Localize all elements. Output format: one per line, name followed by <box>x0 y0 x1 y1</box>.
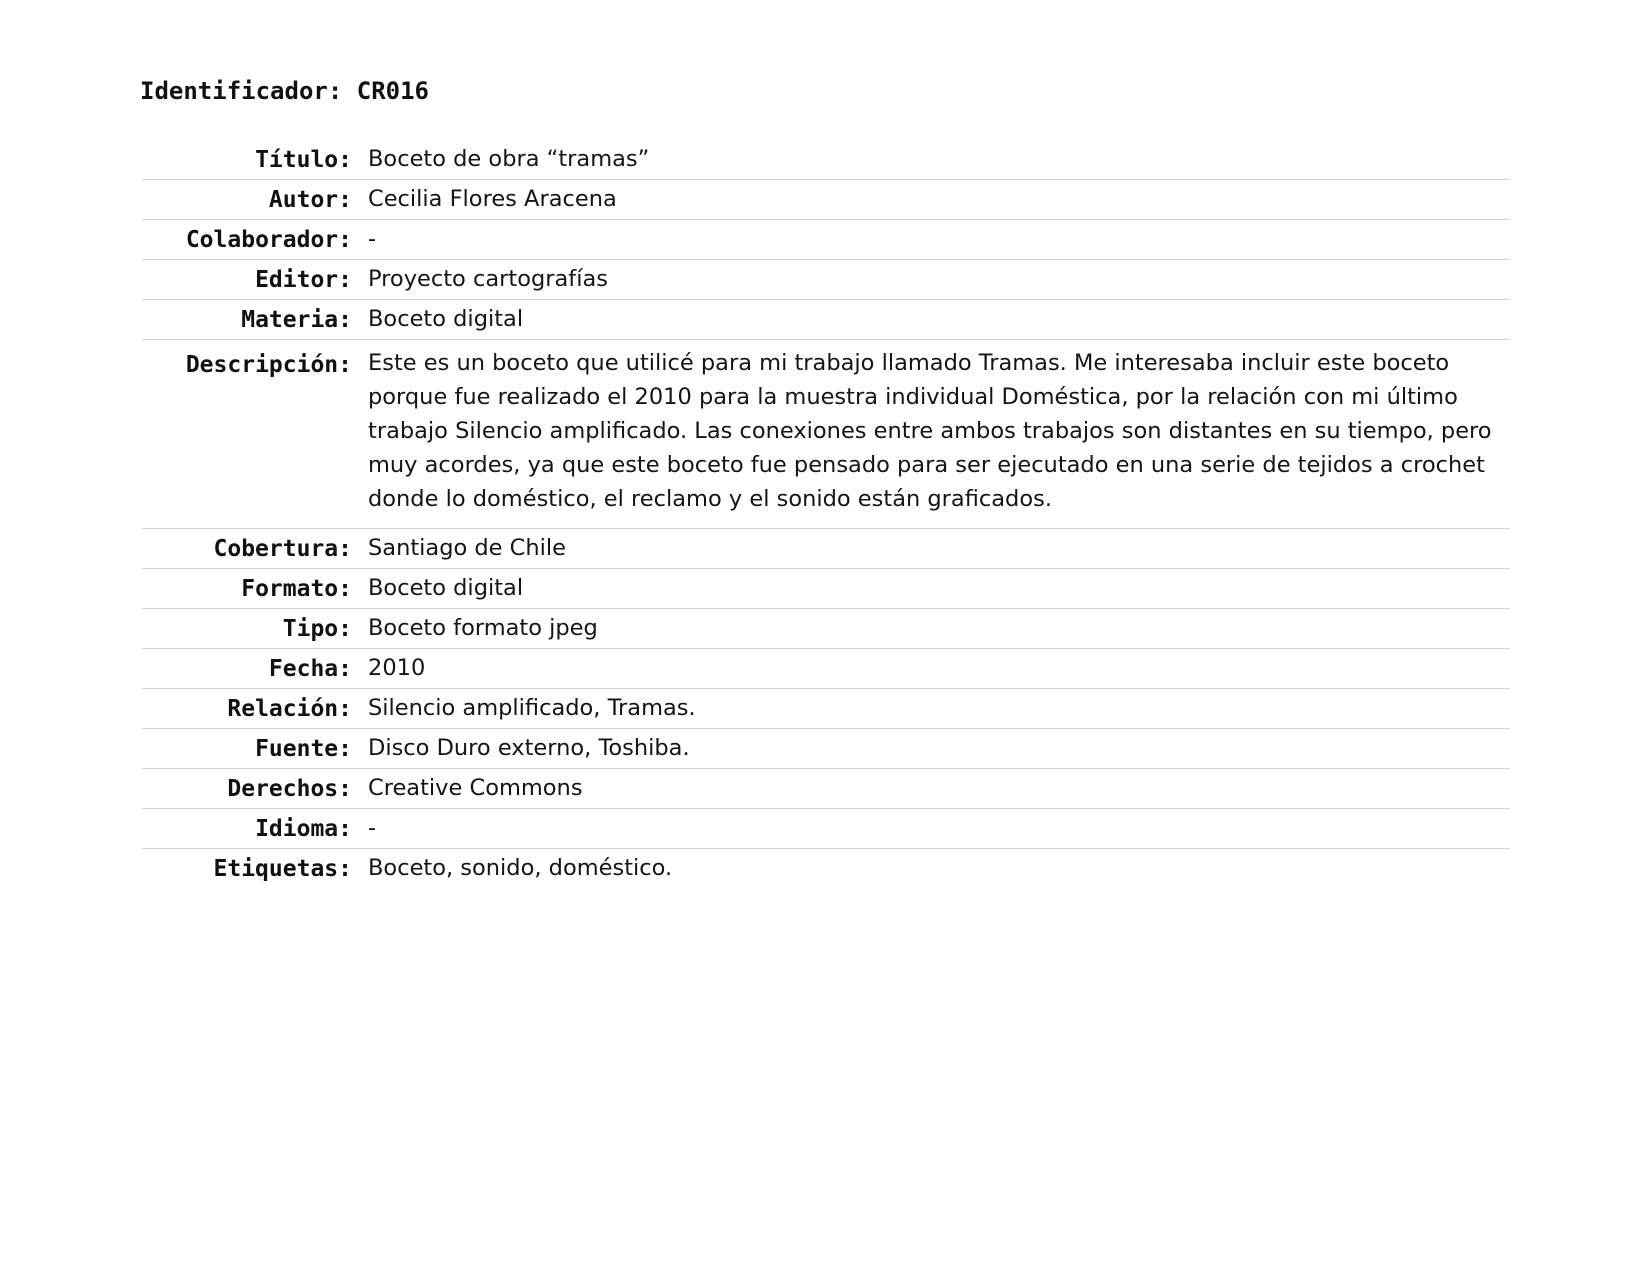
identifier-label: Identificador: <box>140 77 343 105</box>
metadata-row-etiquetas <box>142 849 1510 889</box>
field-value: Disco Duro externo, Toshiba. <box>368 735 690 761</box>
field-value: Santiago de Chile <box>368 535 566 561</box>
field-label: Autor: <box>268 187 352 213</box>
field-label: Relación: <box>227 696 352 722</box>
field-value: Creative Commons <box>368 775 583 801</box>
metadata-row-derechos <box>142 769 1510 809</box>
identifier-value: CR016 <box>356 77 429 105</box>
metadata-row-cobertura <box>142 529 1510 569</box>
metadata-table <box>142 140 1510 889</box>
field-value: Boceto, sonido, doméstico. <box>368 855 673 881</box>
metadata-row-fuente <box>142 729 1510 769</box>
field-label: Derechos: <box>227 776 352 802</box>
field-value: Este es un boceto que utilicé para mi trabajo llamado Tramas. Me interesaba incluir este boceto porque fue realizado el 2010 para la muestra individual Doméstica, por la relación con mi último trabajo Silencio amplificado. Las conexiones entre ambos trabajos son distantes en su tiempo, pero muy acordes, ya que este boceto fue pensado para ser ejecutado en una serie de tejidos a crochet donde lo doméstico, el reclamo y el sonido están graficados. <box>368 350 1492 512</box>
field-label: Tipo: <box>282 616 352 642</box>
field-label: Descripción: <box>185 352 352 378</box>
field-value: Proyecto cartografías <box>368 266 608 292</box>
metadata-row-formato <box>142 569 1510 609</box>
field-label: Fuente: <box>255 736 352 762</box>
metadata-row-editor <box>142 260 1510 300</box>
record-identifier <box>140 74 429 108</box>
metadata-row-materia <box>142 300 1510 340</box>
field-value: Silencio amplificado, Tramas. <box>368 695 696 721</box>
field-value: Cecilia Flores Aracena <box>368 186 617 212</box>
metadata-row-idioma <box>142 809 1510 849</box>
field-value: - <box>368 226 377 252</box>
field-value: Boceto digital <box>368 306 524 332</box>
metadata-row-titulo <box>142 140 1510 180</box>
field-label: Colaborador: <box>185 227 352 253</box>
field-label: Editor: <box>255 267 352 293</box>
metadata-row-colaborador <box>142 220 1510 260</box>
field-label: Cobertura: <box>213 536 352 562</box>
metadata-row-fecha <box>142 649 1510 689</box>
metadata-row-descripcion <box>142 340 1510 529</box>
field-label: Formato: <box>241 576 352 602</box>
field-value: Boceto de obra “tramas” <box>368 146 650 172</box>
field-label: Materia: <box>241 307 352 333</box>
metadata-row-tipo <box>142 609 1510 649</box>
field-value: Boceto digital <box>368 575 524 601</box>
field-label: Idioma: <box>255 816 352 842</box>
metadata-row-autor <box>142 180 1510 220</box>
field-label: Fecha: <box>268 656 352 682</box>
field-label: Título: <box>255 147 352 173</box>
field-label: Etiquetas: <box>213 856 352 882</box>
metadata-row-relacion <box>142 689 1510 729</box>
field-value: Boceto formato jpeg <box>368 615 598 641</box>
field-value: 2010 <box>368 655 426 681</box>
field-value: - <box>368 815 377 841</box>
